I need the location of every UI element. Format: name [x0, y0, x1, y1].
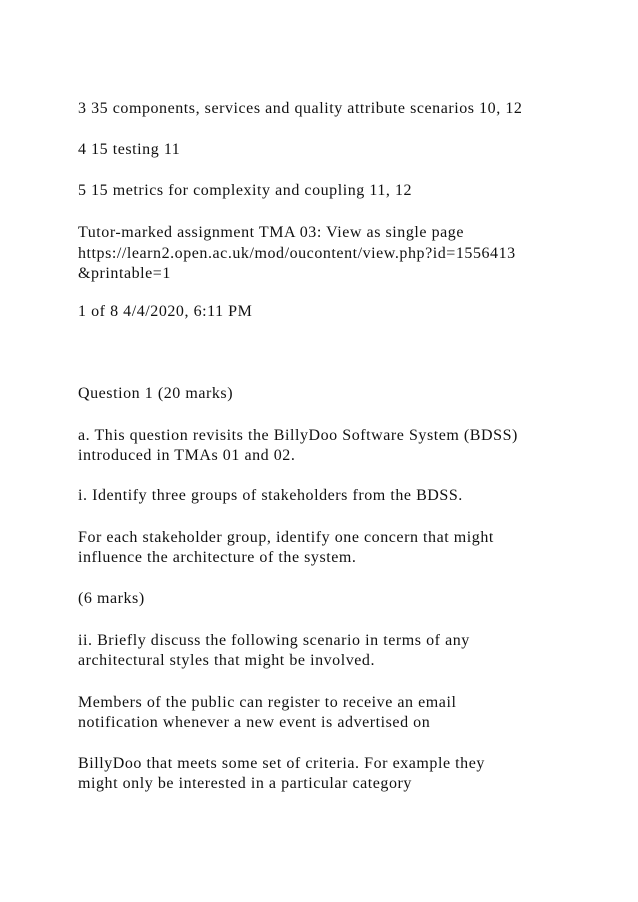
part-ii-line-1: ii. Briefly discuss the following scenario in terms of any: [78, 632, 470, 649]
part-i-detail-line-1: For each stakeholder group, identify one concern that might: [78, 529, 494, 546]
scenario-p2-line-2: might only be interested in a particular category: [78, 775, 412, 792]
print-header-url-line-1: https://learn2.open.ac.uk/mod/oucontent/view.php?id=1556413: [78, 245, 516, 262]
scenario-p2-line-1: BillyDoo that meets some set of criteria. For example they: [78, 755, 485, 772]
table-row-5: 5 15 metrics for complexity and coupling 11, 12: [78, 182, 413, 199]
part-i-detail-line-2: influence the architecture of the system.: [78, 549, 357, 566]
part-i-marks: (6 marks): [78, 590, 145, 607]
print-footer: 1 of 8 4/4/2020, 6:11 PM: [78, 303, 253, 320]
print-header-title: Tutor-marked assignment TMA 03: View as single page: [78, 224, 464, 241]
table-row-4: 4 15 testing 11: [78, 141, 181, 158]
scenario-p1-line-2: notification whenever a new event is advertised on: [78, 714, 431, 731]
question-heading: Question 1 (20 marks): [78, 385, 234, 402]
part-ii-line-2: architectural styles that might be involved.: [78, 652, 376, 669]
part-i-text: i. Identify three groups of stakeholders from the BDSS.: [78, 487, 463, 504]
print-header-url-line-2: &printable=1: [78, 265, 171, 282]
table-row-3: 3 35 components, services and quality attribute scenarios 10, 12: [78, 100, 523, 117]
scenario-p1-line-1: Members of the public can register to receive an email: [78, 694, 457, 711]
part-a-line-1: a. This question revisits the BillyDoo Software System (BDSS): [78, 427, 518, 444]
part-a-line-2: introduced in TMAs 01 and 02.: [78, 447, 296, 464]
